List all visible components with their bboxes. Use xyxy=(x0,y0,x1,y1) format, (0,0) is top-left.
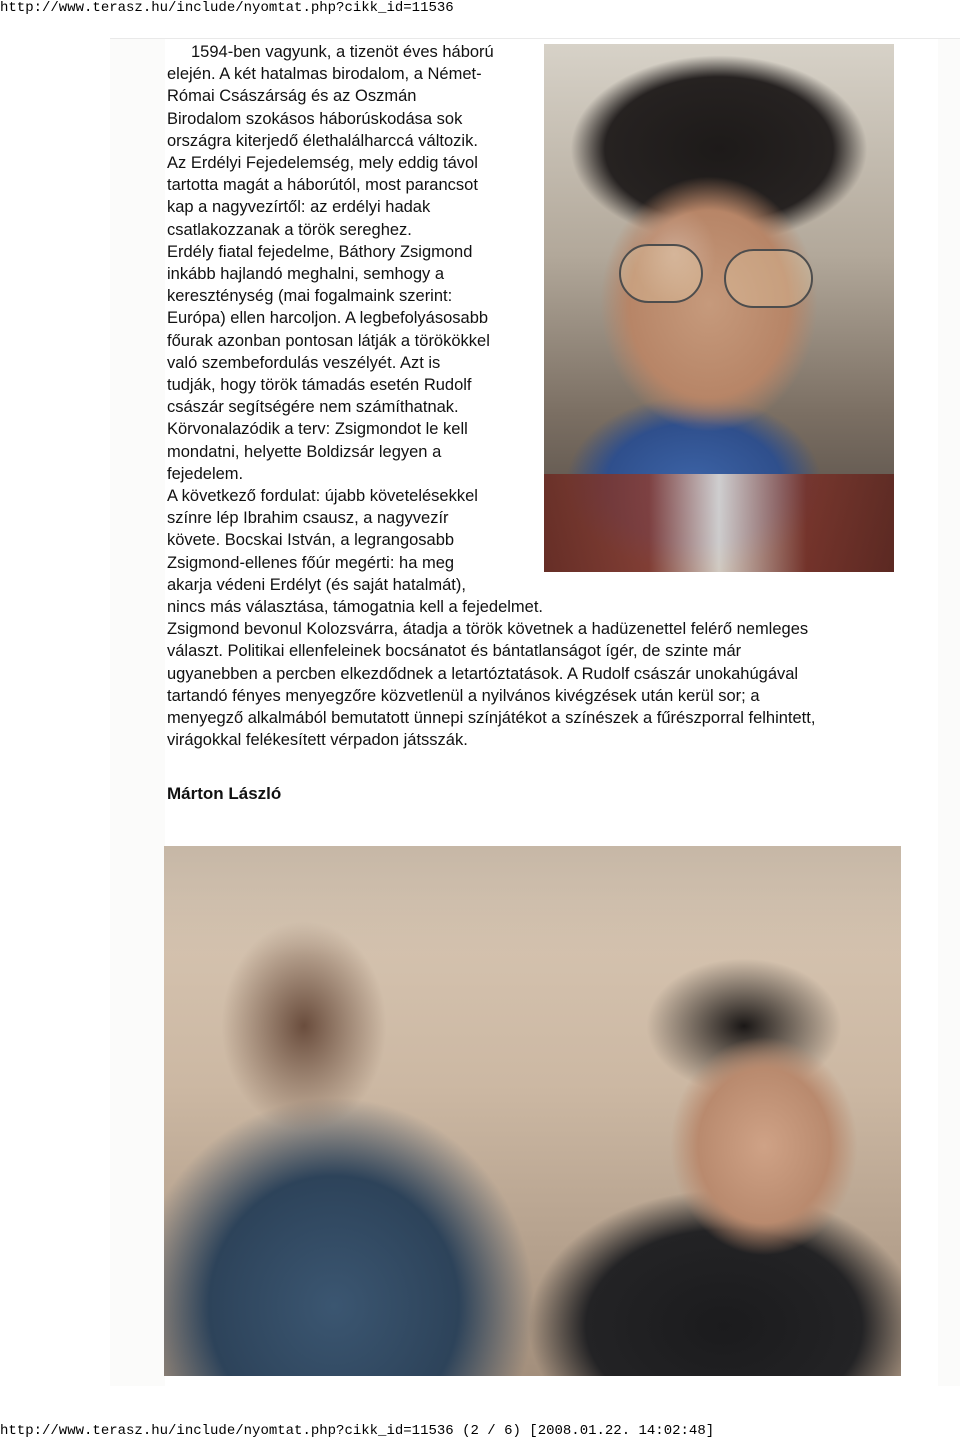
top-rule xyxy=(110,38,960,39)
article-line: Európa) ellen harcoljon. A legbefolyásosabb xyxy=(167,309,489,328)
article-line: kap a nagyvezírtől: az erdélyi hadak xyxy=(167,198,431,217)
article-line: virágokkal felékesített vérpadon játsszák. xyxy=(167,731,468,750)
article-line: császár segítségére nem számíthatnak. xyxy=(167,398,459,417)
article-line: ugyanebben a percben elkezdődnek a letartóztatások. A Rudolf császár unokahúgával xyxy=(167,664,799,683)
article-line: való szembefordulás veszélyét. Azt is xyxy=(167,353,441,372)
article-line: Római Császárság és az Oszmán xyxy=(167,87,417,106)
article-line: kereszténység (mai fogalmaink szerint: xyxy=(167,287,453,306)
article-line: mondatni, helyette Boldizsár legyen a xyxy=(167,442,442,461)
article-line: Erdély fiatal fejedelme, Báthory Zsigmond xyxy=(167,242,473,261)
article-line: Birodalom szokásos háborúskodása sok xyxy=(167,109,463,128)
article-line: fejedelem. xyxy=(167,464,244,483)
article-line: választ. Politikai ellenfeleinek bocsánatot és bántatlanságot ígér, de szinte már xyxy=(167,642,742,661)
article-line: tartotta magát a háborútól, most parancsot xyxy=(167,176,478,195)
article-line: inkább hajlandó meghalni, semhogy a xyxy=(167,265,445,284)
article-line: Zsigmond-ellenes főúr megérti: ha meg xyxy=(167,553,455,572)
article-line: elején. A két hatalmas birodalom, a Német- xyxy=(167,65,482,84)
article-body xyxy=(167,41,897,752)
author-name: Márton László xyxy=(167,784,282,803)
article-line: tudják, hogy török támadás esetén Rudolf xyxy=(167,376,472,395)
article-line: akarja védeni Erdélyt (és saját hatalmát), xyxy=(167,575,466,594)
article-line: tartandó fényes menyegzőre közvetlenül a nyilvános kivégzések után kerül sor; a xyxy=(167,686,760,705)
article-line: nincs más választása, támogatnia kell a fejedelmet. xyxy=(167,598,544,617)
article-line: színre lép Ibrahim csausz, a nagyvezír xyxy=(167,509,449,528)
article-line: A következő fordulat: újabb követelésekkel xyxy=(167,487,478,506)
article-line: csatlakozzanak a török sereghez. xyxy=(167,220,412,239)
article-line: követe. Bocskai István, a legrangosabb xyxy=(167,531,455,550)
rehearsal-photo xyxy=(164,846,901,1376)
article-line: menyegző alkalmából bemutatott ünnepi színjátékot a színészek a fűrészporral felhintett, xyxy=(167,709,816,728)
page-margin-right xyxy=(938,38,960,1386)
article-line: országra kiterjedő élethalálharccá változik. xyxy=(167,131,478,150)
photo-background-wall xyxy=(164,846,901,956)
article-line: főurak azonban pontosan látják a törökökkel xyxy=(167,331,490,350)
article-line: 1594-ben vagyunk, a tizenöt éves háború xyxy=(191,43,494,61)
print-url-header: http://www.terasz.hu/include/nyomtat.php?cikk_id=11536 xyxy=(0,0,454,16)
print-url-footer: http://www.terasz.hu/include/nyomtat.php?cikk_id=11536 (2 / 6) [2008.01.22. 14:02:48] xyxy=(0,1423,715,1439)
article-line: Körvonalazódik a terv: Zsigmondot le kell xyxy=(167,420,468,439)
article-line: Az Erdélyi Fejedelemség, mely eddig távol xyxy=(167,154,478,173)
article-line: Zsigmond bevonul Kolozsvárra, átadja a török követnek a hadüzenettel felérő nemleges xyxy=(167,620,809,639)
page-margin-left xyxy=(110,38,165,1386)
